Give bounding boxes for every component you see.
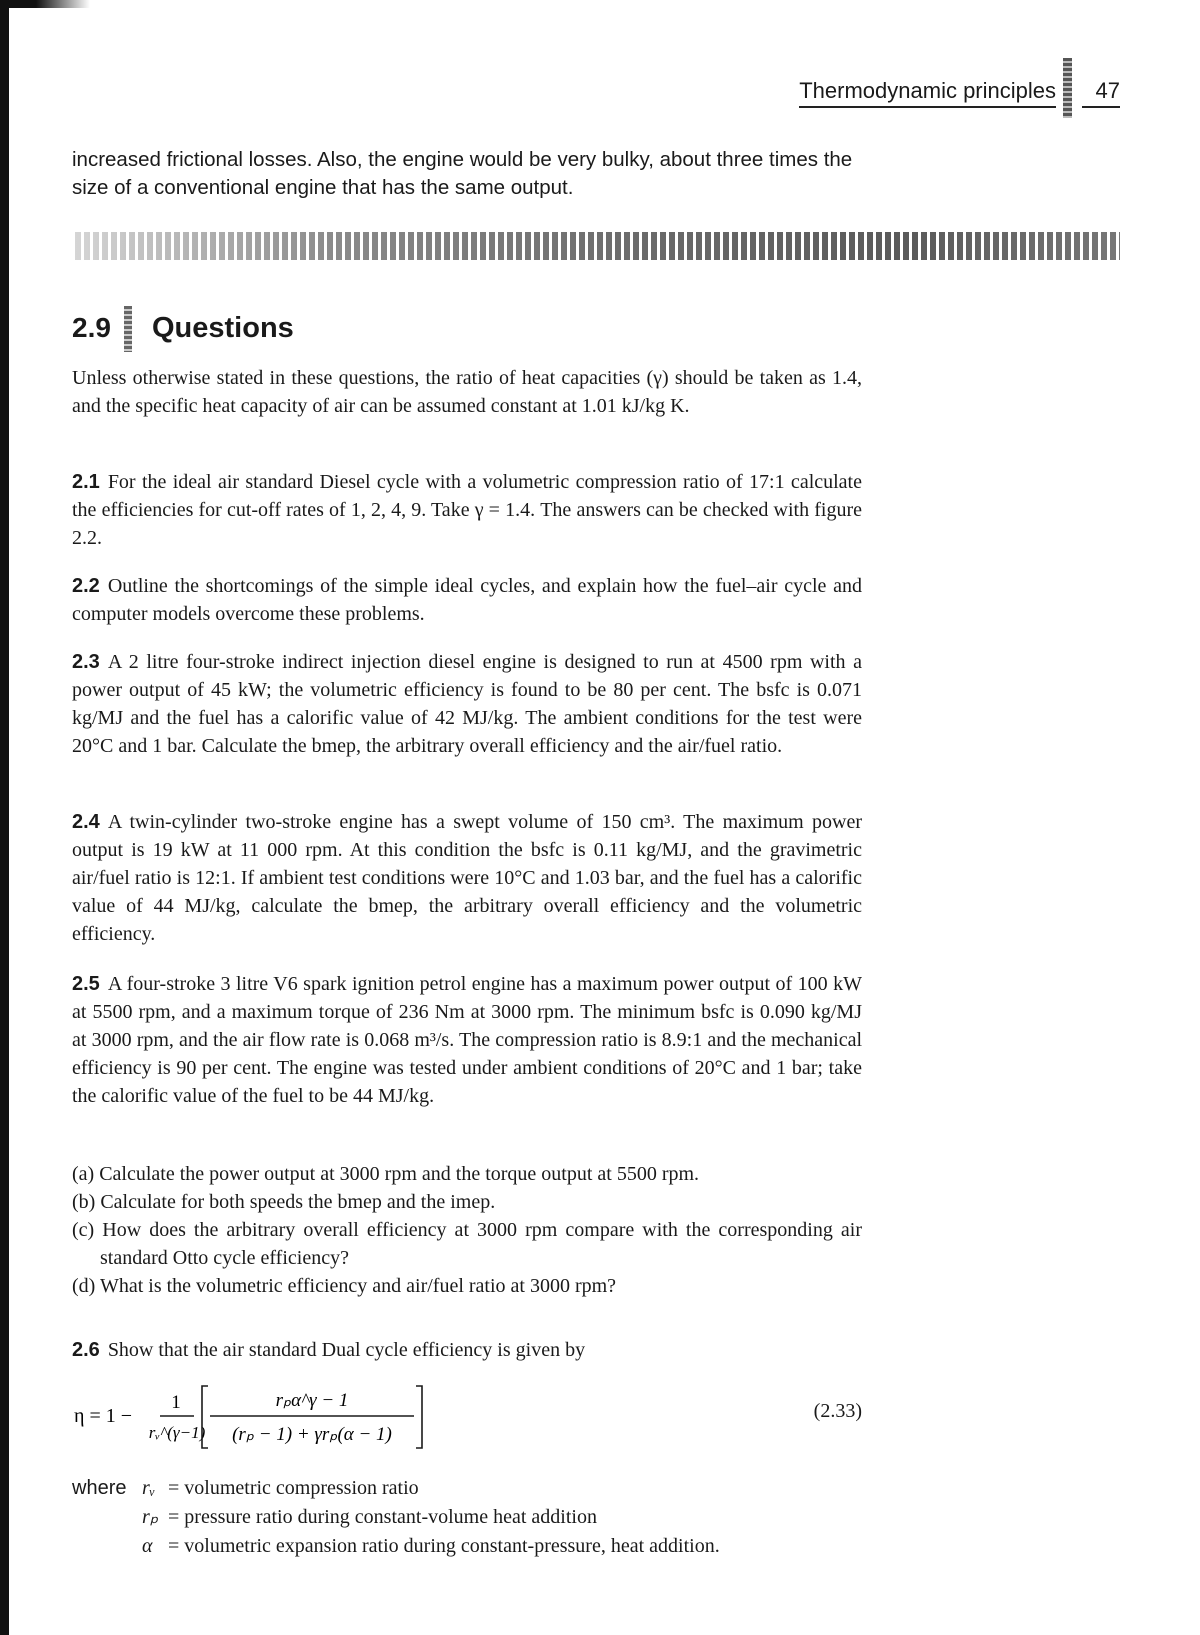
definition-row [142, 1503, 720, 1532]
question-text: For the ideal air standard Diesel cycle with a volumetric compression ratio of 17:1 calculate the efficiencies for cut-off rates of 1, 2, 4, 9. Take γ = 1.4. The answers can be checked with figure 2.2. [72, 471, 862, 549]
question-text: Show that the air standard Dual cycle efficiency is given by [107, 1339, 586, 1361]
equation-number: (2.33) [813, 1400, 862, 1422]
question-number: 2.4 [72, 811, 100, 833]
section-title: Questions [152, 312, 294, 344]
running-title: Thermodynamic principles [799, 78, 1056, 108]
question-2-1 [72, 468, 862, 552]
page-corner-shadow [0, 0, 90, 8]
definition-text: = volumetric compression ratio [168, 1477, 419, 1499]
running-header [780, 74, 1120, 114]
equation-lhs: η = 1 − [74, 1405, 133, 1427]
question-number: 2.1 [72, 471, 100, 493]
question-text: A 2 litre four-stroke indirect injection diesel engine is designed to run at 4500 rpm with a power output of 45 kW; the volumetric efficiency is found to be 80 per cent. The bsfc is 0.071 kg/MJ and the fuel has a calorific value of 42 MJ/kg. The ambient conditions for the test were 20°C and 1 bar. Calculate the bmep, the arbitrary overall efficiency and the air/fuel ratio. [72, 651, 862, 757]
page-number: 47 [1082, 78, 1120, 108]
question-number: 2.2 [72, 575, 100, 597]
question-2-4 [72, 808, 862, 948]
question-number: 2.5 [72, 973, 100, 995]
section-ornament-bar [124, 306, 132, 352]
definition-text: = volumetric expansion ratio during constant-pressure, heat addition. [168, 1535, 720, 1557]
question-2-3 [72, 648, 862, 760]
question-2-5 [72, 970, 862, 1110]
fraction-1-numerator: 1 [171, 1392, 181, 1413]
question-number: 2.6 [72, 1339, 100, 1361]
where-label: where [72, 1477, 127, 1499]
question-2-6 [72, 1336, 862, 1364]
definition-symbol: α [142, 1535, 153, 1557]
definition-list [142, 1474, 720, 1561]
definition-symbol: rᵥ [142, 1477, 156, 1499]
question-number: 2.3 [72, 651, 100, 673]
right-bracket [416, 1386, 422, 1448]
question-text: A four-stroke 3 litre V6 spark ignition petrol engine has a maximum power output of 100 kW at 5500 rpm, and a maximum torque of 236 Nm at 3000 rpm. The minimum bsfc is 0.090 kg/MJ at 3000 rpm, and the air flow rate is 0.068 m³/s. The compression ratio is 8.9:1 and the mechanical efficiency is 90 per cent. The engine was tested under ambient conditions of 20°C and 1 bar; take the calorific value of the fuel to be 44 MJ/kg. [72, 973, 862, 1107]
continuation-paragraph: increased frictional losses. Also, the engine would be very bulky, about three times the size of a conventional engine that has the same output. [72, 148, 853, 199]
fraction-2-denominator: (rₚ − 1) + γrₚ(α − 1) [232, 1424, 392, 1445]
page-spine-shadow [0, 0, 9, 1635]
part-item: (a) Calculate the power output at 3000 rpm and the torque output at 5500 rpm. [72, 1163, 700, 1185]
part-item: (c) How does the arbitrary overall efficiency at 3000 rpm compare with the corresponding air standard Otto cycle efficiency? [72, 1219, 862, 1269]
definition-symbol: rₚ [142, 1506, 159, 1528]
part-item: (d) What is the volumetric efficiency and air/fuel ratio at 3000 rpm? [72, 1275, 617, 1297]
question-text: A twin-cylinder two-stroke engine has a swept volume of 150 cm³. The maximum power output is 19 kW at 11 000 rpm. At this condition the bsfc is 0.11 kg/MJ, and the gravimetric air/fuel ratio is 12:1. If ambient test conditions were 10°C and 1.03 bar, and the fuel has a calorific value of 44 MJ/kg, calculate the bmep, the arbitrary overall efficiency and the volumetric efficiency. [72, 811, 862, 945]
definition-text: = pressure ratio during constant-volume heat addition [168, 1506, 597, 1528]
definition-row [142, 1474, 720, 1503]
dual-cycle-equation [72, 1378, 862, 1454]
part-item: (b) Calculate for both speeds the bmep and the imep. [72, 1191, 496, 1213]
fraction-2-numerator: rₚα^γ − 1 [275, 1390, 349, 1411]
question-text: Outline the shortcomings of the simple ideal cycles, and explain how the fuel–air cycle and computer models overcome these problems. [72, 575, 862, 625]
question-2-5-parts [72, 1160, 862, 1300]
section-number: 2.9 [72, 312, 111, 343]
header-ornament-bar [1063, 58, 1072, 118]
fraction-1-denominator: rᵥ^(γ−1) [148, 1423, 206, 1442]
definition-row [142, 1532, 720, 1561]
equation-graphic [72, 1378, 492, 1454]
intro-paragraph: Unless otherwise stated in these questions, the ratio of heat capacities (γ) should be taken as 1.4, and the specific heat capacity of air can be assumed constant at 1.01 kJ/kg K. [72, 367, 862, 417]
question-2-2 [72, 572, 862, 628]
section-divider [72, 232, 1120, 260]
